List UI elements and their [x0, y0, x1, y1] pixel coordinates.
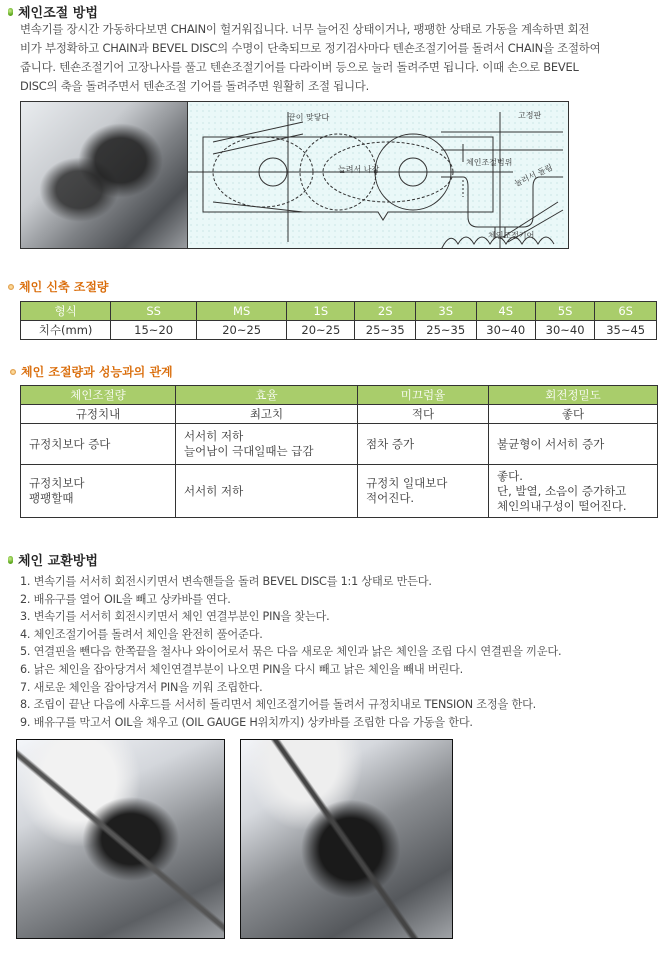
cell-line: 규정치보다: [29, 476, 85, 490]
table-cell: [489, 465, 658, 518]
cell-line: 규정치보다 증다: [29, 436, 111, 451]
section-title-text: 체인조절 방법: [18, 6, 98, 21]
table-cell: [358, 465, 489, 518]
section-title-chain-replace: [8, 550, 98, 569]
paragraph-line: 변속기를 장시간 가동하다보면 CHAIN이 헐거워집니다. 너무 늘어진 상태이거나, 팽팽한 상태로 가동을 계속하면 회전: [20, 22, 590, 36]
diagram-label: 끝이 맞닿다: [288, 113, 330, 122]
header-cell: 회전정밀도: [489, 386, 658, 405]
table-cell: 치수(mm): [21, 321, 111, 340]
header-cell: SS: [111, 302, 197, 321]
table-row: [21, 321, 657, 340]
header-cell: 체인조절량: [21, 386, 176, 405]
section-title-chain-stretch: [8, 278, 109, 295]
chain-replace-photo-1: [16, 739, 225, 939]
header-cell: 5S: [535, 302, 594, 321]
orange-bullet-icon: [10, 369, 16, 375]
replace-steps-list: [20, 573, 656, 731]
paragraph-line: 줍니다. 텐숀조절기어 고장나사를 풀고 텐숀조절기어를 다라이버 등으로 눌러 돌려주면 됩니다. 이때 손으로 BEVEL: [20, 60, 579, 74]
chain-adjust-diagram: [188, 102, 568, 248]
step-item: 2. 배유구를 열어 OIL을 빼고 상카바를 연다.: [20, 592, 231, 606]
green-bullet-icon: [8, 556, 13, 564]
step-item: 3. 변속기를 서서히 회전시키면서 체인 연결부분인 PIN을 찾는다.: [20, 610, 330, 624]
cell-line: 좋다.: [497, 468, 523, 483]
diagram-drawing: [188, 102, 569, 248]
chain-adjust-figure: [20, 101, 569, 249]
chain-adjust-paragraph: [20, 20, 656, 96]
step-item: 7. 새로운 체인을 잡아당겨서 PIN을 끼워 조립한다.: [20, 680, 263, 694]
header-cell: 형식: [21, 302, 111, 321]
step-item: 8. 조립이 끝난 다음에 사후드를 서서히 돌리면서 체인조절기어를 돌려서 규정치내로 TENSION 조정을 한다.: [20, 698, 537, 712]
section-title-text: 체인 교환방법: [18, 554, 98, 569]
header-cell: 미끄럼율: [358, 386, 489, 405]
table-cell: [176, 465, 358, 518]
diagram-label: 체인조절범위: [466, 158, 513, 167]
diagram-label: 고정판: [518, 111, 542, 120]
cell-line: 적어진다.: [366, 491, 415, 505]
table-cell: 좋다: [489, 405, 658, 424]
table-row: [21, 424, 658, 465]
table-header-row: [21, 386, 658, 405]
header-cell: 효율: [176, 386, 358, 405]
table-cell: [358, 424, 489, 465]
section-title-text: 체인 신축 조절량: [19, 280, 109, 294]
diagram-label: 늘려서 나감: [338, 165, 380, 174]
table-cell: 규정치내: [21, 405, 176, 424]
table-cell: 15~20: [111, 321, 197, 340]
green-bullet-icon: [8, 8, 13, 16]
table-cell: 25~35: [415, 321, 476, 340]
step-item: 6. 낡은 체인을 잡아당겨서 체인연결부분이 나오면 PIN을 다시 빼고 낡은 체인을 빼내 버린다.: [20, 662, 463, 676]
cell-line: 서서히 저하: [184, 429, 244, 443]
section-title-chain-adjust: [8, 2, 98, 21]
step-item: 1. 변속기를 서서히 회전시키면서 변속핸들을 돌려 BEVEL DISC를 1:1 상태로 만든다.: [20, 575, 432, 588]
paragraph-line: 비가 부정확하고 CHAIN과 BEVEL DISC의 수명이 단축되므로 정기검사마다 텐숀조절기어를 돌려서 CHAIN을 조절하여: [20, 41, 601, 55]
table-cell: 최고치: [176, 405, 358, 424]
table-row: [21, 465, 658, 518]
table-cell: 30~40: [535, 321, 594, 340]
cell-line: 규정치 일대보다: [366, 476, 448, 490]
table-header-row: [21, 302, 657, 321]
cell-line: 체인의내구성이 떨어진다.: [497, 498, 627, 513]
cell-line: 팽팽할때: [29, 491, 74, 505]
diagram-label: 체인조절기어: [488, 231, 535, 240]
chain-stretch-table: [20, 301, 657, 340]
gearbox-photo: [21, 102, 188, 248]
table-cell: 35~45: [595, 321, 657, 340]
performance-relation-table: [20, 385, 658, 518]
section-title-text: 체인 조절량과 성능과의 관계: [21, 365, 173, 379]
table-cell: 적다: [358, 405, 489, 424]
chain-replace-photo-2: [240, 739, 453, 939]
header-cell: 3S: [415, 302, 476, 321]
diagram-label: 눌러서 돌림: [513, 162, 555, 189]
table-cell: [489, 424, 658, 465]
table-cell: 20~25: [197, 321, 287, 340]
cell-line: 서서히 저하: [184, 483, 244, 498]
header-cell: 4S: [476, 302, 535, 321]
table-cell: [176, 424, 358, 465]
table-cell: [21, 424, 176, 465]
header-cell: 6S: [595, 302, 657, 321]
cell-line: 점차 증가: [366, 436, 415, 451]
header-cell: 2S: [355, 302, 416, 321]
table-cell: 30~40: [476, 321, 535, 340]
cell-line: 늘어남이 극대일때는 급감: [184, 444, 314, 458]
table-cell: [21, 465, 176, 518]
cell-line: 단, 발열, 소음이 증가하고: [497, 483, 627, 498]
table-cell: 25~35: [355, 321, 416, 340]
section-title-performance-relation: [10, 363, 173, 380]
header-cell: MS: [197, 302, 287, 321]
table-row: [21, 405, 658, 424]
table-cell: 20~25: [287, 321, 355, 340]
step-item: 4. 체인조절기어를 돌려서 체인을 완전히 풀어준다.: [20, 627, 263, 641]
step-item: 9. 배유구를 막고서 OIL을 채우고 (OIL GAUGE H위치까지) 상카바를 조립한 다음 가동을 한다.: [20, 715, 473, 729]
paragraph-line: DISC의 축을 돌려주면서 텐숀조절 기어를 돌려주면 원활히 조절 됩니다.: [20, 79, 369, 93]
cell-line: 불균형이 서서히 증가: [497, 436, 605, 451]
orange-bullet-icon: [8, 284, 14, 290]
header-cell: 1S: [287, 302, 355, 321]
step-item: 5. 연결핀을 뺀다음 한쪽끝을 철사나 와이어로서 묶은 다음 새로운 체인과 낡은 체인을 조립 다시 연결핀을 끼운다.: [20, 645, 562, 659]
